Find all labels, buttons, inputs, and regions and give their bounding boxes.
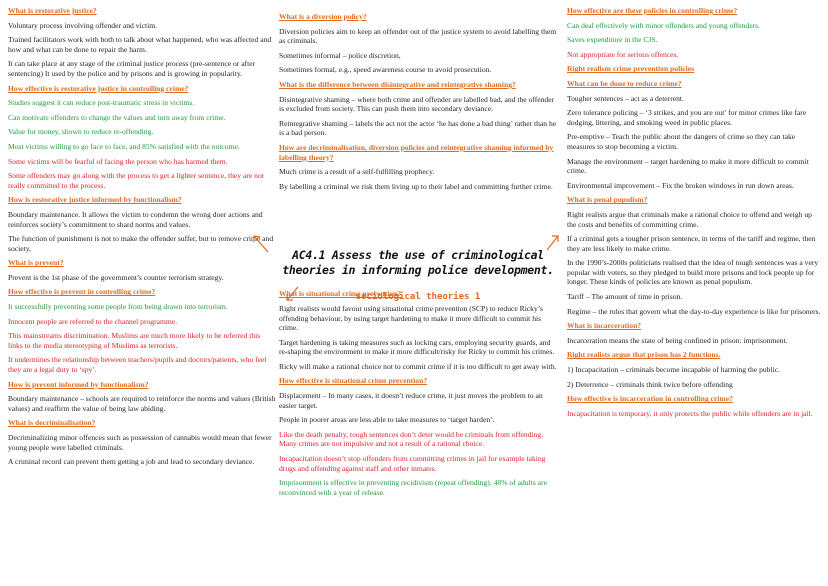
paragraph: Incarceration means the state of being confined in prison: imprisonment. — [567, 335, 788, 345]
section-heading: What is penal populism? — [567, 195, 648, 205]
paragraph: Not appropriate for serious offences. — [567, 49, 679, 59]
paragraph: Right realists argue that criminals make a rational choice to offend and weigh up the costs and benefits of committing crime. — [567, 209, 812, 229]
paragraph: Tariff – The amount of time in prison. — [567, 292, 683, 302]
section-heading: Right realists argue that prison has 2 functions. — [567, 350, 721, 360]
paragraph: Displacement – In many cases, it doesn’t reduce crime, it just moves the problem to an easier target. — [279, 391, 543, 410]
paragraph: Boundary maintenance. It allows the victim to condemn the wrong doer actions and reinforces society’s commitment to shard norms and values. — [8, 209, 263, 229]
section-heading: What is incarceration? — [567, 321, 642, 331]
section-heading: How effective are these policies in controlling crime? — [567, 6, 738, 15]
section-heading: What is prevent? — [8, 258, 64, 268]
section-heading: What is situational crime prevention? — [279, 289, 402, 299]
paragraph: Target hardening is taking measures such as locking cars, employing security guards, and re-shaping the environment to make it more difficult/risky for Ricky to commit his crimes. — [279, 337, 555, 357]
paragraph: In the 1990’s-2000s politicians realised that the idea of tough sentences was a very popular with voters, so they pledged to build more prisons and lock people up for longer. These kinds of policies are known as penal populism. — [567, 258, 819, 287]
paragraph: This mainstreams discrimination. Muslims are much more likely to be referred this links to the media stereotyping of Muslims as terrorists. — [8, 331, 261, 350]
paragraph: Pre-emptive – Teach the public about the dangers of crime so they can take measures to stop becoming a victim. — [567, 132, 796, 151]
paragraph: Can motivate offenders to change the values and turn away from crime. — [8, 112, 226, 122]
section-heading: How are decriminalisation, diversion policies and reintegrative shaming informed by labelling theory? — [279, 142, 554, 162]
paragraph: 1) Incapacitation – criminals become incapable of harming the public. — [567, 365, 780, 375]
paragraph: Manage the environment – target hardening to make it more difficult to commit crime. — [567, 156, 809, 176]
paragraph: If a criminal gets a tougher prison sentence, in terms of the tariff and regime, then they are less likely to make crime. — [567, 234, 816, 253]
paragraph: Diversion policies aim to keep an offender out of the justice system to avoid labelling them as criminals. — [279, 26, 557, 46]
section-heading: What is restorative justice? — [8, 6, 97, 15]
paragraph: Regime – the rules that govern what the day-to-day experience is like for prisoners. — [567, 306, 821, 316]
paragraph: Value for money, shown to reduce re-offending. — [8, 127, 154, 137]
paragraph: Disintegrative shaming – where both crime and offender are labelled bad, and the offender is excluded from society. This can push them into secondary deviance. — [279, 94, 555, 114]
section-heading: What is decriminalisation? — [8, 418, 96, 428]
page-subtitle: sociological theories 1 — [355, 292, 481, 302]
paragraph: Saves expenditure in the CJS. — [567, 35, 658, 45]
paragraph: A criminal record can prevent them getting a job and lead to secondary deviance. — [8, 457, 255, 467]
right-column — [567, 6, 822, 423]
section-heading: How effective is situational crime prevention? — [279, 376, 428, 386]
section-heading: How effective is incarceration in controlling crime? — [567, 394, 733, 404]
paragraph: Ricky will make a rational choice not to commit crime if it is too difficult to get away with. — [279, 361, 557, 371]
section-heading: How is restorative justice informed by functionalism? — [8, 195, 182, 205]
paragraph: Sometimes formal, e.g., speed awareness course to avoid prosecution. — [279, 65, 492, 75]
paragraph: Trained facilitators work with both to talk about what happened, who was affected and how and what can be done to repair the harm. — [8, 35, 272, 54]
paragraph: Reintegrative shaming – labels the act not the actor ‘he has done a bad thing’ rather than he is a bad person. — [279, 118, 557, 138]
paragraph: Some offenders may go along with the process to get a lighter sentence, they are not really committed to the process. — [8, 171, 264, 190]
section-heading: What is the difference between disintegrative and reintegrative shaming? — [279, 79, 516, 89]
paragraph: By labelling a criminal we risk them living up to their label and committing further crime. — [279, 181, 553, 191]
paragraph: Some victims will be fearful of facing the person who has harmed them. — [8, 156, 228, 166]
section-heading: What is a diversion policy? — [279, 12, 367, 21]
paragraph: Innocent people are referred to the channel programme. — [8, 316, 178, 326]
page-title: AC4.1 Assess the use of criminological theories in informing police development. — [282, 248, 554, 277]
paragraph: It can take place at any stage of the criminal justice process (pre-sentence or after sentencing) It used by the police and by prisons and is growing in popularity. — [8, 59, 256, 78]
paragraph: Boundary maintenance – schools are required to reinforce the norms and values (British values) and reaffirm the value of being law abiding. — [8, 394, 276, 413]
section-heading: What can be done to reduce crime? — [567, 78, 682, 88]
paragraph: Incapacitation doesn’t stop offenders from committing crimes in jail for example taking drugs and offending against staff and other inmates. — [279, 454, 546, 473]
paragraph: It successfully preventing some people from being drawn into terrorism. — [8, 302, 228, 312]
section-heading: How effective is restorative justice in controlling crime? — [8, 83, 189, 93]
middle-column-bottom — [279, 289, 559, 497]
paragraph: Like the death penalty, tough sentences don’t deter would be criminals from offending. Many crimes are not impulsive and not a result of a rational choice. — [279, 429, 544, 449]
paragraph: Imprisonment is effective in preventing recidivism (repeat offending). 48% of adults are reconvinced with a year of release. — [279, 478, 547, 497]
paragraph: Incapacitation is temporary, it only protects the public while offenders are in jail. — [567, 408, 813, 418]
paragraph: Much crime is a result of a self-fulfilling prophecy. — [279, 167, 435, 177]
paragraph: Studies suggest it can reduce post-traumatic stress in victims. — [8, 98, 195, 108]
section-heading: How effective is prevent in controlling crime? — [8, 287, 156, 297]
paragraph: Decriminalizing minor offences such as possession of cannabis would mean that fewer young people were labelled criminals. — [8, 433, 272, 452]
left-column — [8, 6, 276, 472]
middle-column-top — [279, 12, 559, 191]
paragraph: Sometimes informal – police discretion, — [279, 50, 401, 60]
paragraph: Right realists would favour using situational crime prevention (SCP) to reduce Ricky’s offending behaviour, by using target hardening to make it more difficult to commit his crime. — [279, 303, 543, 333]
paragraph: Prevent is the 1st phase of the government’s counter terrorism strategy. — [8, 272, 224, 282]
paragraph: 2) Deterrence – criminals think twice before offending — [567, 379, 733, 389]
paragraph: Can deal effectively with minor offenders and young offenders. — [567, 20, 760, 30]
paragraph: Most victims willing to go face to face, and 85% satisfied with the outcome. — [8, 141, 240, 151]
paragraph: Zero tolerance policing – ‘3 strikes, and you are out’ for minor crimes like fare dodging, littering, and smoking weed in public places. — [567, 108, 807, 127]
paragraph: The function of punishment is not to make the offender suffer, but to remove crime and society, — [8, 234, 274, 253]
paragraph: Tougher sentences – act as a deterrent. — [567, 93, 684, 103]
paragraph: Voluntary process involving offender and victim. — [8, 20, 158, 30]
section-heading: How is prevent informed by functionalism? — [8, 379, 149, 389]
paragraph: People in poorer areas are less able to take measures to ‘target harden’. — [279, 415, 495, 425]
section-heading: Right realism crime prevention policies — [567, 64, 695, 74]
paragraph: Environmental improvement – Fix the broken windows in run down areas. — [567, 180, 794, 190]
paragraph: It undermines the relationship between teachers/pupils and doctors/patients, who feel they are a legal duty to ‘spy’. — [8, 355, 267, 375]
